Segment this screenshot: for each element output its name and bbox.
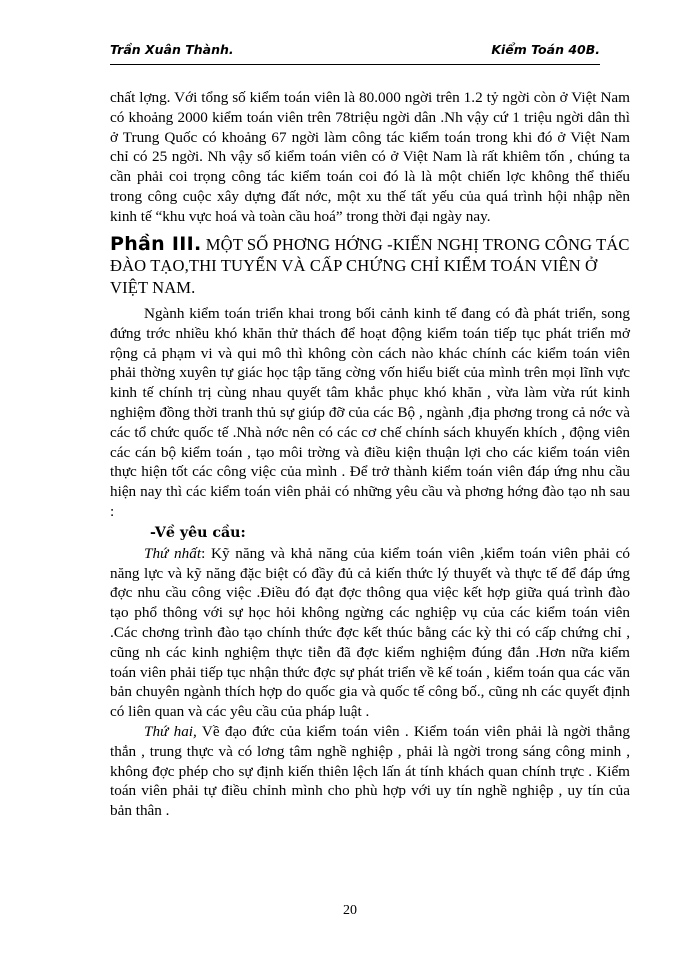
header-author: Trần Xuân Thành.: [110, 42, 234, 57]
paragraph-1: chất lợng. Với tổng số kiểm toán viên là 80.000 ngời trên 1.2 tỷ ngời còn ở Việt Nam có khoảng 2000 kiểm toán viên trên 78triệu ngời dân .Nh vậy cứ 1 triệu ngời dân thì ở Trung Quốc có khoảng 67 ngời làm công tác kiểm toán trong khi đó ở Việt Nam chỉ có 25 ngời. Nh vậy số kiểm toán viên có ở Việt Nam là rất khiêm tốn , chúng ta cần phải coi trọng công tác kiểm toán coi đó là là một chiến lợc không thể thiếu trong công cuộc xây dựng đất nớc, một xu thế tất yếu của quá trình hội nhập nền kinh tế “khu vực hoá và toàn cầu hoá” trong thời đại ngày nay.: [110, 89, 630, 225]
paragraph-4: [110, 722, 630, 821]
paragraph-2: Ngành kiểm toán triển khai trong bối cảnh kinh tế đang có đà phát triển, song đứng trớc nhiều khó khăn thử thách để hoạt động kiểm toán tiếp tục phát triển mở rộng cả phạm vi và qui mô thì không còn cách nào khác chính các kiểm toán viên phải thờng xuyên tự giác học tập tăng cờng vốn hiểu biết của mình trên mọi lĩnh vực kinh tế chính trị cùng nhau quyết tâm khắc phục khó khăn , vừa làm vừa rút kinh nghiệm đồng thời tranh thủ sự giúp đỡ của các Bộ , ngành ,địa phơng trong cả nớc và các tổ chức quốc tế .Nhà nớc nên có các cơ chế chính sách khuyến khích , động viên các cán bộ kiểm toán , tạo môi trờng và điều kiện thuận lợi cho các kiểm toán viên thực hiện tốt các công việc của mình . Để trở thành kiểm toán viên đáp ứng nhu cầu hiện nay thì các kiểm toán viên phải có những yêu cầu và phơng hớng đào tạo nh sau :: [110, 305, 630, 521]
page-header: [110, 42, 600, 62]
paragraph-4-text: Về đạo đức của kiểm toán viên . Kiểm toán viên phải là ngời thẳng thắn , trung thực và có lơng tâm nghề nghiệp , phải là ngời trong sáng công minh , không đợc phép cho sự định kiến thiên lệch lấn át tính khách quan chính trực . Kiểm toán viên phải tự điều chỉnh mình cho phù hợp với uy tín nghề nghiệp , uy tín của bản thân .: [110, 723, 630, 820]
body-text: [110, 88, 630, 821]
page-number: 20: [343, 903, 357, 918]
paragraph-3: [110, 544, 630, 722]
part-title: MỘT SỐ PHƠNG HỚNG -KIẾN NGHỊ TRONG CÔNG TÁC ĐÀO TẠO,THI TUYỂN VÀ CẤP CHỨNG CHỈ KIỂM TOÁN VIÊN Ở VIỆT NAM.: [110, 234, 630, 297]
paragraph-3-lead: Thứ nhất: [144, 544, 202, 562]
part-heading: [110, 234, 630, 299]
paragraph-3-text: : Kỹ năng và khả năng của kiểm toán viên ,kiểm toán viên phải có năng lực và kỹ năng đặc biệt có đầy đủ cả kiến thức lý thuyết và thực tế để đáp ứng đợc nhu cầu công việc .Điều đó đạt đợc thông qua việc kết hợp giữa quá trình đào tạo phổ thông với sự học hỏi không ngừng các nghiệp vụ của các kiểm toán viên .Các chơng trình đào tạo chính thức đợc kết thúc bằng các kỳ thi có cấp chứng chỉ , cũng nh các kinh nghiệm thực tiễn đã đợc kiểm nghiệm đúng đắn .Hơn nữa kiểm toán viên phải tiếp tục nhận thức đợc sự phát triển về kế toán , kiểm toán qua các văn bản chuyên ngành thích hợp do quốc gia và quốc tế công bố., cũng nh các quyết định có liên quan và các yêu cầu của pháp luật .: [110, 544, 630, 721]
paragraph-4-lead: Thứ hai,: [144, 723, 197, 741]
header-divider: [110, 64, 600, 65]
header-course: Kiểm Toán 40B.: [491, 42, 600, 57]
part-label: Phần III.: [110, 232, 202, 255]
subheading-requirements: -Về yêu cầu:: [150, 524, 246, 541]
